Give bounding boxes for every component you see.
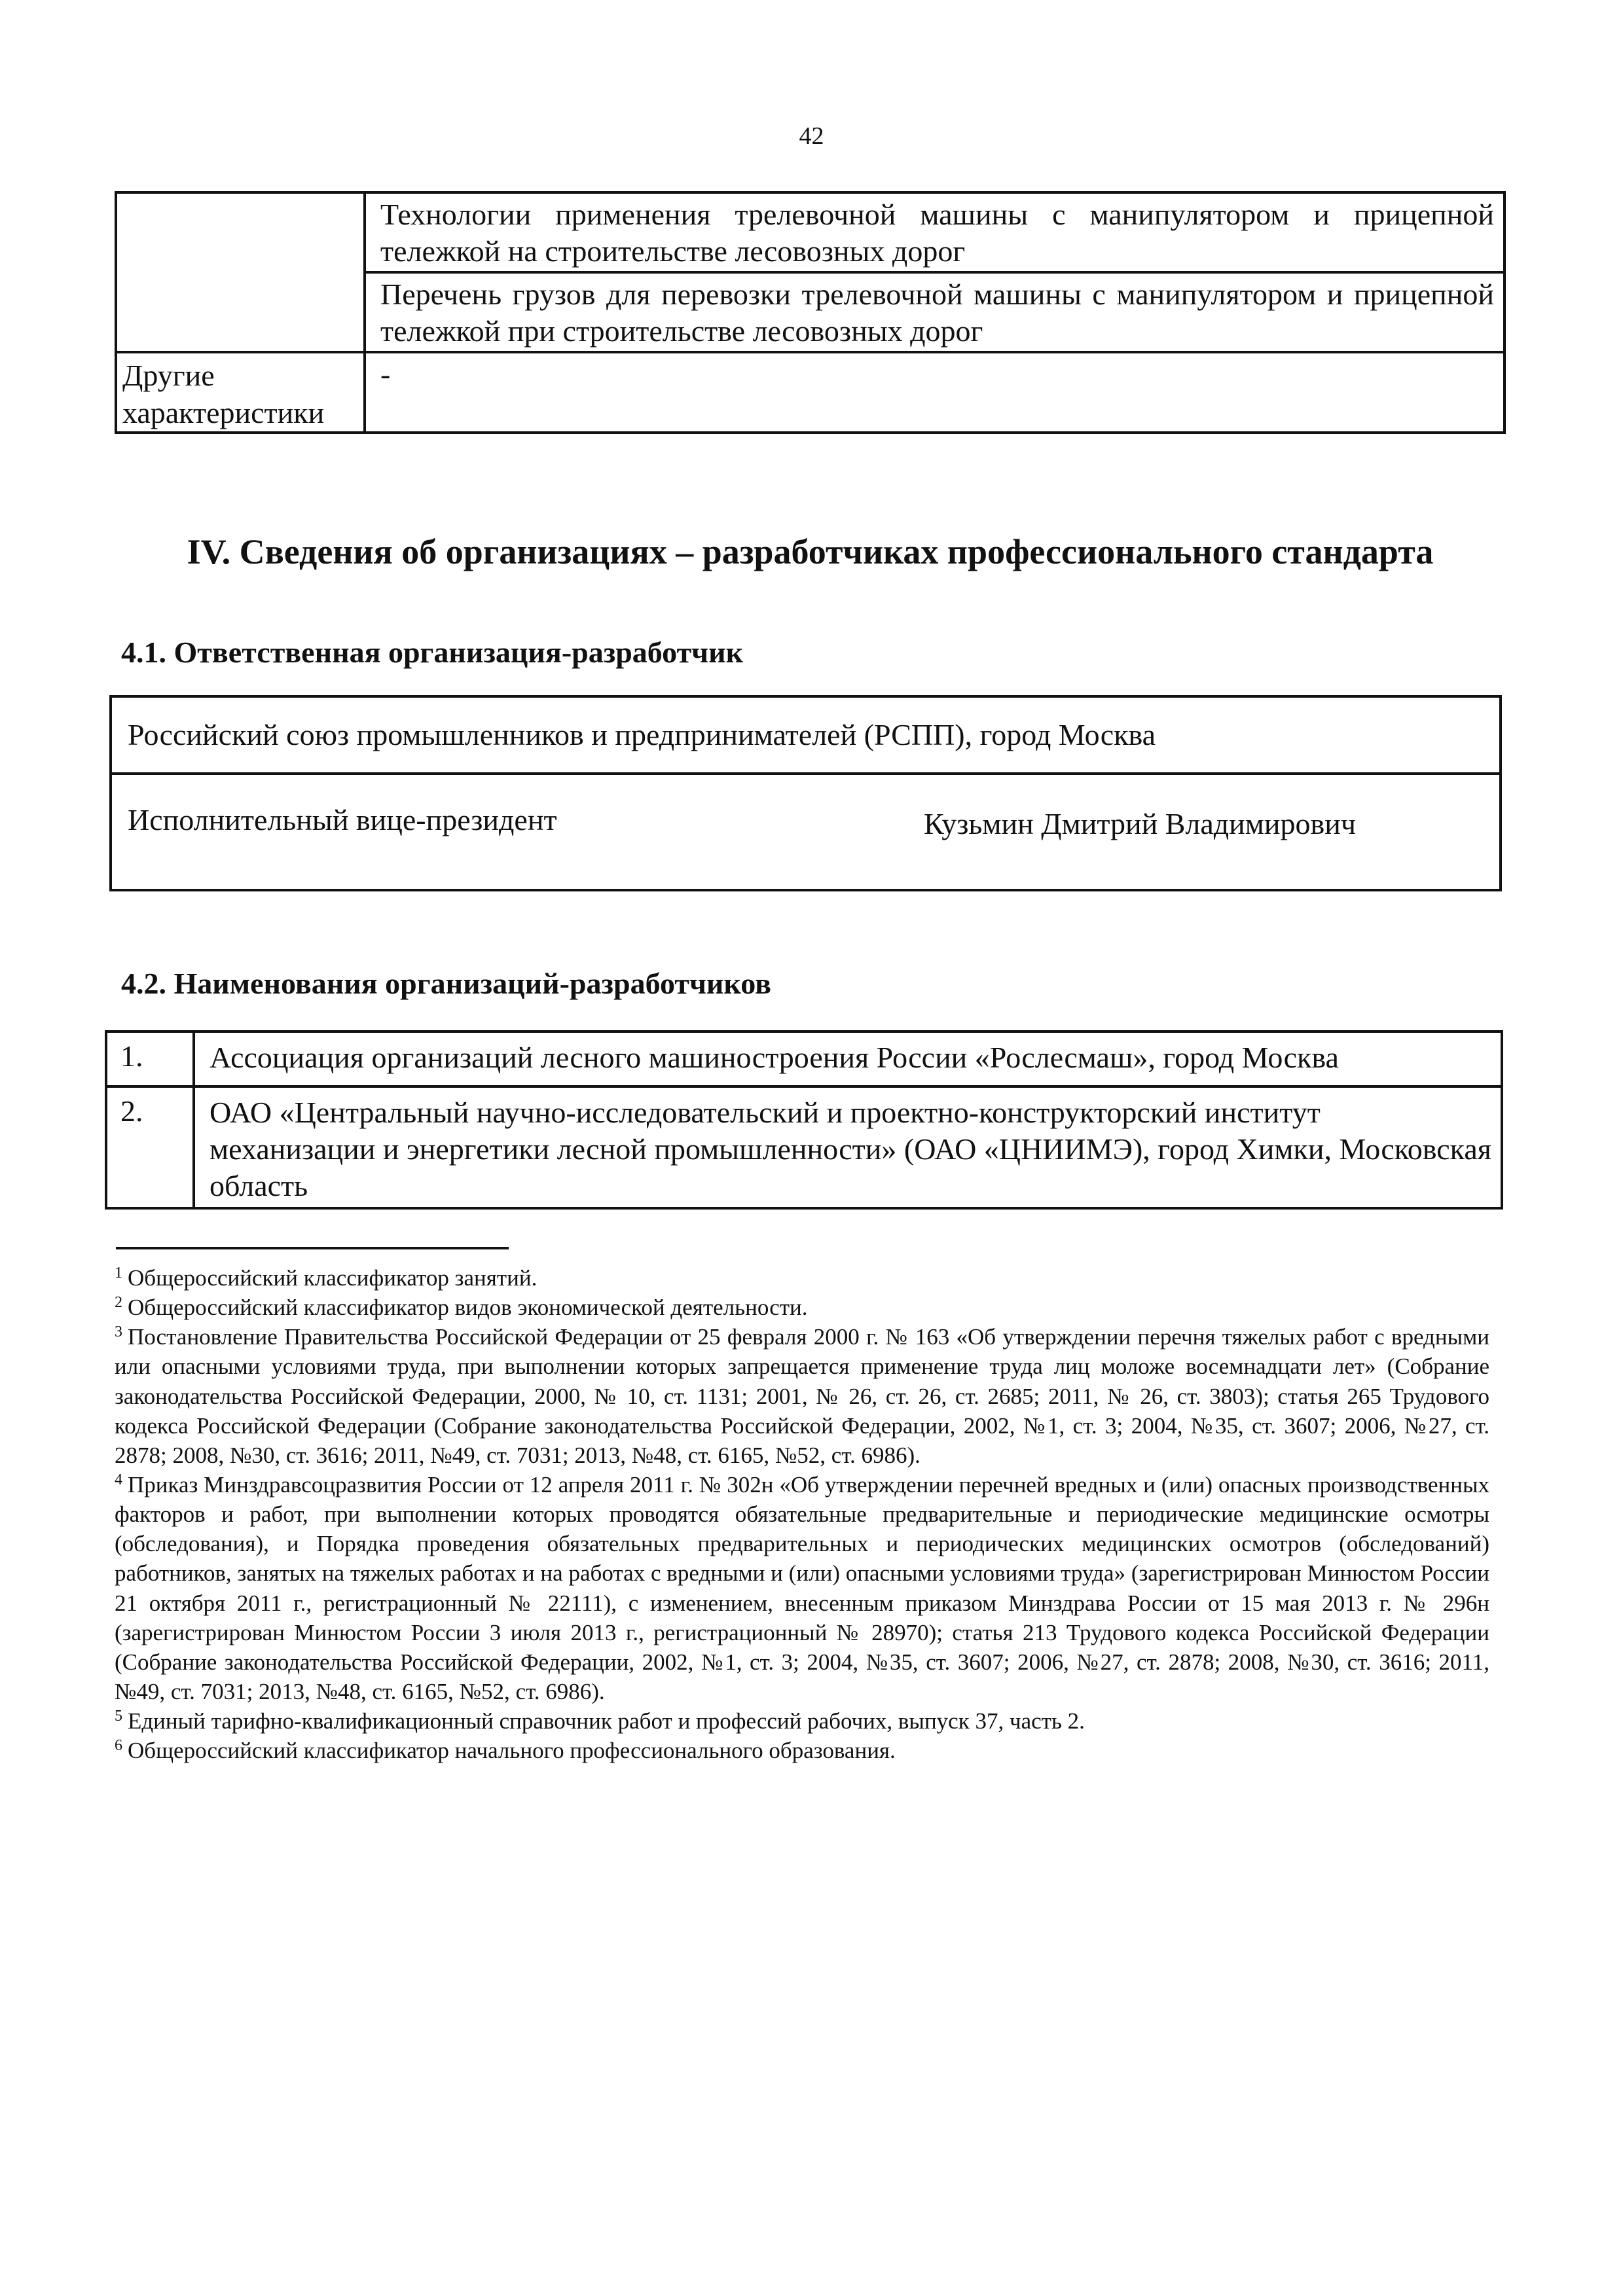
footnote <box>115 1293 1489 1322</box>
table-cell-label: Другие характеристики <box>116 352 365 432</box>
footnote-text: Приказ Минздравсоцразвития России от 12 апреля 2011 г. № 302н «Об утверждении перечней вредных и (или) опасных производственных факторов и работ, при выполнении которых проводятся обязательные предварительные и периодические медицинские осмотры (обследования), и Порядка проведения обязательных предварительных и периодических медицинских осмотров (обследований) работников, занятых на тяжелых работах и на работах с вредными и (или) опасными условиями труда» (зарегистрирован Минюстом России 21 октября 2011 г., регистрационный № 22111), с изменением, внесенным приказом Минздрава России от 15 мая 2013 г. № 296н (зарегистрирован Минюстом России 3 июля 2013 г., регистрационный № 28970); статья 213 Трудового кодекса Российской Федерации (Собрание законодательства Российской Федерации, 2002, №1, ст. 3; 2004, №35, ст. 3607; 2006, №27, ст. 2878; 2008, №30, ст. 3616; 2011, №49, ст. 7031; 2013, №48, ст. 6165, №52, ст. 6986). <box>115 1471 1489 1704</box>
developers-table <box>105 1030 1503 1210</box>
footnote-mark: 2 <box>115 1294 122 1312</box>
table-row <box>116 192 1504 272</box>
footnote <box>115 1263 1489 1293</box>
footnote <box>115 1736 1489 1765</box>
footnote-mark: 3 <box>115 1323 122 1341</box>
table-cell: Перечень грузов для перевозки трелевочной машины с манипулятором и прицепной тележкой при строительстве лесовозных дорог <box>365 272 1504 352</box>
empty-label-cell <box>116 192 365 352</box>
table-row <box>106 1086 1502 1208</box>
footnote-text: Общероссийский классификатор занятий. <box>128 1265 538 1291</box>
subsection-title-responsible: 4.1. Ответственная организация-разработчик <box>121 636 744 669</box>
characteristics-table <box>115 191 1506 434</box>
footnote-mark: 1 <box>115 1265 122 1282</box>
page-number: 42 <box>799 122 824 150</box>
footnote-text: Постановление Правительства Российской Федерации от 25 февраля 2000 г. № 163 «Об утверждении перечня тяжелых работ с вредными или опасными условиями труда, при выполнении которых запрещается применение труда лиц моложе восемнадцати лет» (Собрание законодательства Российской Федерации, 2000, № 10, ст. 1131; 2001, № 26, ст. 26, ст. 2685; 2011, № 26, ст. 3803); статья 265 Трудового кодекса Российской Федерации (Собрание законодательства Российской Федерации, 2002, №1, ст. 3; 2004, №35, ст. 3607; 2006, №27, ст. 2878; 2008, №30, ст. 3616; 2011, №49, ст. 7031; 2013, №48, ст. 6165, №52, ст. 6986). <box>115 1324 1489 1468</box>
subsection-title-developers: 4.2. Наименования организаций-разработчиков <box>121 967 771 1000</box>
table-cell: - <box>365 352 1504 432</box>
developer-name: Ассоциация организаций лесного машиностроения России «Рослесмаш», город Москва <box>194 1031 1502 1086</box>
footnote <box>115 1470 1489 1706</box>
table-cell: Технологии применения трелевочной машины с манипулятором и прицепной тележкой на строительстве лесовозных дорог <box>365 192 1504 272</box>
responsible-org-box <box>109 695 1502 891</box>
footnote-mark: 4 <box>115 1471 122 1488</box>
section-title: IV. Сведения об организациях – разработчиках профессионального стандарта <box>187 532 1434 571</box>
footnote <box>115 1706 1489 1736</box>
responsible-org-name: Российский союз промышленников и предпринимателей (РСПП), город Москва <box>112 698 1499 775</box>
developer-name: ОАО «Центральный научно-исследовательский и проектно-конструкторский институт механизации и энергетики лесной промышленности» (ОАО «ЦНИИМЭ), город Химки, Московская область <box>194 1086 1502 1208</box>
signatory-name: Кузьмин Дмитрий Владимирович <box>924 807 1356 840</box>
footnote-text: Общероссийский классификатор видов экономической деятельности. <box>128 1295 808 1321</box>
row-number: 2. <box>106 1086 194 1208</box>
footnote-mark: 6 <box>115 1737 122 1755</box>
row-number: 1. <box>106 1031 194 1086</box>
signatory-position: Исполнительный вице-президент <box>128 803 557 836</box>
footnote-text: Единый тарифно-квалификационный справочник работ и профессий рабочих, выпуск 37, часть 2. <box>128 1708 1085 1734</box>
table-row <box>116 352 1504 432</box>
footnote-divider <box>116 1247 509 1249</box>
footnote-mark: 5 <box>115 1708 122 1725</box>
footnotes <box>115 1263 1489 1765</box>
table-row <box>106 1031 1502 1086</box>
footnote <box>115 1322 1489 1470</box>
footnote-text: Общероссийский классификатор начального профессионального образования. <box>128 1738 896 1764</box>
